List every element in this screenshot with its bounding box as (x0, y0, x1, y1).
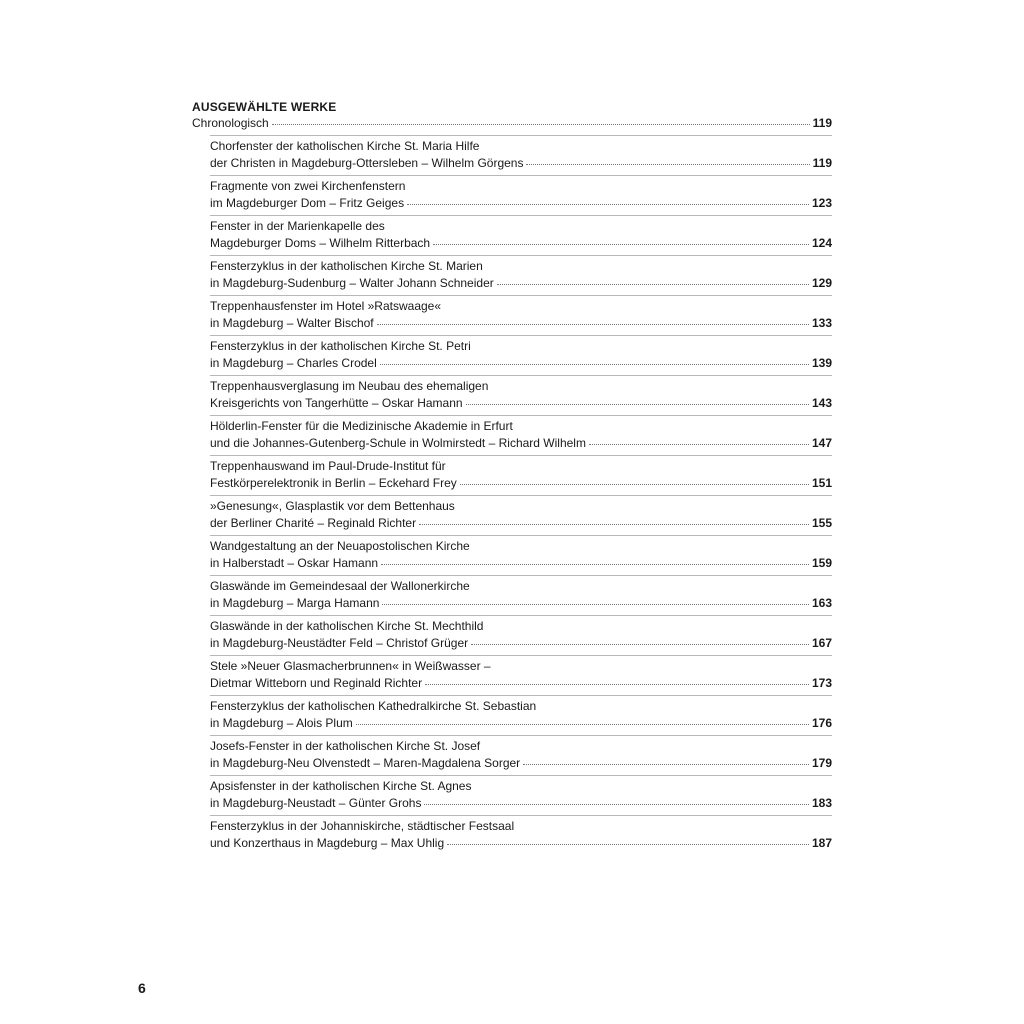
toc-entry-title-line1: Fensterzyklus in der Johanniskirche, städtischer Festsaal (210, 819, 515, 833)
toc-entry-title-line2: der Christen in Magdeburg-Ottersleben – Wilhelm Görgens (210, 156, 524, 170)
toc-entry-title-line2: im Magdeburger Dom – Fritz Geiges (210, 196, 405, 210)
toc-entry-chronologisch[interactable] (192, 115, 832, 132)
toc-entry[interactable] (210, 775, 832, 815)
toc-entry[interactable] (210, 255, 832, 295)
toc-entry-title-line1: »Genesung«, Glasplastik vor dem Bettenhaus (210, 499, 455, 513)
toc-entry-title-line2: Kreisgerichts von Tangerhütte – Oskar Hamann (210, 396, 463, 410)
toc-entry-line2-row (210, 515, 832, 532)
toc-entry-title-line2: Dietmar Witteborn und Reginald Richter (210, 676, 423, 690)
toc-page-number: 124 (811, 236, 832, 250)
toc-entry[interactable] (210, 415, 832, 455)
toc-entry-title-line1: Josefs-Fenster in der katholischen Kirche St. Josef (210, 739, 481, 753)
toc-page-number: 119 (812, 156, 832, 170)
toc-entry-line2-row (210, 715, 832, 732)
dot-leader (356, 723, 809, 725)
dot-leader (497, 283, 809, 285)
toc-entries-list (192, 135, 832, 855)
toc-entry-line2-row (210, 435, 832, 452)
toc-entry[interactable] (210, 295, 832, 335)
toc-entry-title-line1: Treppenhauswand im Paul-Drude-Institut für (210, 459, 446, 473)
dot-leader (447, 843, 809, 845)
toc-entry[interactable] (210, 735, 832, 775)
toc-entry-title-line2: in Magdeburg-Neustädter Feld – Christof Grüger (210, 636, 469, 650)
toc-entry-title-line1: Treppenhausverglasung im Neubau des ehemaligen (210, 379, 489, 393)
toc-page-number: 123 (811, 196, 832, 210)
toc-entry[interactable] (210, 495, 832, 535)
toc-entry-line2-row (210, 595, 832, 612)
section-heading: AUSGEWÄHLTE WERKE (192, 100, 337, 114)
toc-entry-line2-row (210, 395, 832, 412)
toc-entry-title-line2: in Halberstadt – Oskar Hamann (210, 556, 379, 570)
toc-page-number: 187 (811, 836, 832, 850)
toc-entry-title-line1: Wandgestaltung an der Neuapostolischen Kirche (210, 539, 470, 553)
toc-page-number: 119 (812, 116, 832, 130)
toc-entry-line2-row (210, 675, 832, 692)
dot-leader (425, 683, 809, 685)
toc-entry-line2-row (210, 155, 832, 172)
dot-leader (589, 443, 809, 445)
toc-entry-title-line1: Apsisfenster in der katholischen Kirche St. Agnes (210, 779, 472, 793)
toc-entry[interactable] (210, 575, 832, 615)
dot-leader (466, 403, 809, 405)
toc-page-number: 139 (811, 356, 832, 370)
dot-leader (424, 803, 809, 805)
toc-entry-title-line1: Fenster in der Marienkapelle des (210, 219, 385, 233)
toc-entry-title-line2: Festkörperelektronik in Berlin – Eckehard Frey (210, 476, 457, 490)
toc-entry-title-line2: in Magdeburg – Walter Bischof (210, 316, 374, 330)
toc-page-number: 167 (811, 636, 832, 650)
toc-page-number: 183 (811, 796, 832, 810)
toc-page-number: 151 (811, 476, 832, 490)
toc-page-number: 163 (811, 596, 832, 610)
dot-leader (460, 483, 809, 485)
toc-page-number: 147 (811, 436, 832, 450)
toc-entry-line2-row (210, 795, 832, 812)
toc-page-number: 173 (811, 676, 832, 690)
toc-page-number: 143 (811, 396, 832, 410)
toc-entry-title-line2: und die Johannes-Gutenberg-Schule in Wolmirstedt – Richard Wilhelm (210, 436, 586, 450)
toc-entry[interactable] (210, 655, 832, 695)
dot-leader (381, 563, 809, 565)
toc-entry[interactable] (210, 215, 832, 255)
toc-page-number: 133 (811, 316, 832, 330)
toc-entry-title-line1: Chorfenster der katholischen Kirche St. Maria Hilfe (210, 139, 480, 153)
toc-entry[interactable] (210, 535, 832, 575)
toc-entry-title-line2: und Konzerthaus in Magdeburg – Max Uhlig (210, 836, 445, 850)
toc-entry-title-line1: Treppenhausfenster im Hotel »Ratswaage« (210, 299, 442, 313)
toc-entry-title-line1: Glaswände im Gemeindesaal der Wallonerkirche (210, 579, 470, 593)
dot-leader (433, 243, 809, 245)
toc-entry-title-line1: Fensterzyklus in der katholischen Kirche St. Marien (210, 259, 483, 273)
toc-entry-title-line1: Fensterzyklus der katholischen Kathedralkirche St. Sebastian (210, 699, 537, 713)
table-of-contents (192, 100, 832, 855)
toc-entry-line2-row (210, 755, 832, 772)
toc-entry[interactable] (210, 135, 832, 175)
toc-entry-title-line1: Fragmente von zwei Kirchenfenstern (210, 179, 406, 193)
toc-entry[interactable] (210, 455, 832, 495)
toc-entry-title-line2: in Magdeburg – Alois Plum (210, 716, 353, 730)
dot-leader (380, 363, 809, 365)
dot-leader (526, 163, 809, 165)
toc-entry-title-line1: Glaswände in der katholischen Kirche St. Mechthild (210, 619, 484, 633)
dot-leader (471, 643, 809, 645)
toc-entry-line2-row (210, 195, 832, 212)
toc-entry-title-line2: in Magdeburg-Neustadt – Günter Grohs (210, 796, 422, 810)
toc-page-number: 129 (811, 276, 832, 290)
dot-leader (523, 763, 809, 765)
toc-entry-title-line2: in Magdeburg – Marga Hamann (210, 596, 380, 610)
toc-entry-title-line1: Hölderlin-Fenster für die Medizinische Akademie in Erfurt (210, 419, 513, 433)
toc-entry-line2-row (210, 355, 832, 372)
dot-leader (419, 523, 809, 525)
toc-entry-title-line2: in Magdeburg-Neu Olvenstedt – Maren-Magdalena Sorger (210, 756, 521, 770)
toc-page-number: 155 (811, 516, 832, 530)
toc-entry-title-line2: der Berliner Charité – Reginald Richter (210, 516, 417, 530)
toc-page-number: 176 (811, 716, 832, 730)
dot-leader (377, 323, 809, 325)
toc-entry-line2-row (210, 475, 832, 492)
dot-leader (272, 123, 810, 125)
dot-leader (382, 603, 809, 605)
toc-page-number: 159 (811, 556, 832, 570)
toc-entry[interactable] (210, 615, 832, 655)
toc-entry-line2-row (210, 275, 832, 292)
toc-entry-title-line2: in Magdeburg-Sudenburg – Walter Johann Schneider (210, 276, 494, 290)
toc-entry[interactable] (210, 335, 832, 375)
toc-page-number: 179 (811, 756, 832, 770)
toc-entry-title-line1: Stele »Neuer Glasmacherbrunnen« in Weißwasser – (210, 659, 491, 673)
toc-entry-line2-row (210, 315, 832, 332)
toc-entry-line2-row (210, 835, 832, 852)
toc-entry[interactable] (210, 175, 832, 215)
toc-entry-line2-row (210, 635, 832, 652)
toc-entry-title-line2: in Magdeburg – Charles Crodel (210, 356, 377, 370)
toc-entry[interactable] (210, 815, 832, 855)
toc-entry[interactable] (210, 375, 832, 415)
toc-entry-line2-row (210, 555, 832, 572)
toc-entry[interactable] (210, 695, 832, 735)
toc-entry-line2-row (210, 235, 832, 252)
dot-leader (407, 203, 809, 205)
toc-entry-title-line1: Fensterzyklus in der katholischen Kirche St. Petri (210, 339, 471, 353)
toc-entry-title-line2: Magdeburger Doms – Wilhelm Ritterbach (210, 236, 431, 250)
toc-entry-title: Chronologisch (192, 116, 269, 130)
page-number: 6 (138, 980, 146, 996)
